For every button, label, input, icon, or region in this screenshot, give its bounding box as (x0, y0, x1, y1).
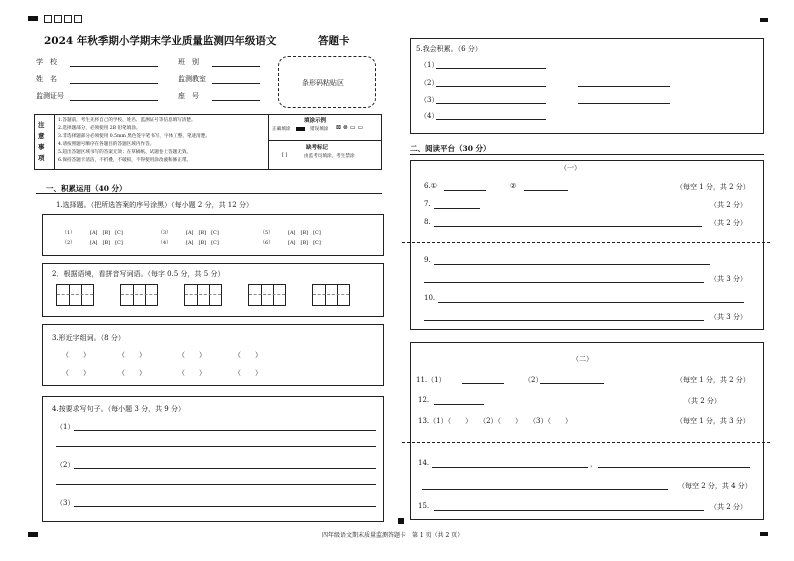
q6-score: （每空 1 分，共 2 分） (676, 183, 750, 191)
exam-no-label: 监测证号 (36, 92, 64, 100)
notes-list (58, 117, 210, 165)
wrong-marks-icon: ⊠ ⊗ ▭ ▭ (336, 124, 364, 131)
teacher-field[interactable] (212, 83, 260, 84)
choice-1-options[interactable]: [A] [B] [C] (90, 230, 123, 236)
fill-right-label: 正确填涂 (272, 127, 291, 132)
fold-line-2 (402, 442, 770, 443)
q8-label: 8. (424, 218, 431, 226)
q9-score: （共 3 分） (710, 275, 747, 283)
page-footer: 四年级语文期末质量监测答题卡 第 1 页（共 2 页） (322, 532, 464, 539)
notes-label-char: 意 (38, 132, 45, 140)
q4-line[interactable] (74, 506, 376, 507)
school-field[interactable] (70, 66, 158, 67)
choice-4-options[interactable]: [A] [B] [C] (186, 240, 219, 246)
q11-label-2: （2） (524, 376, 543, 384)
q12-label: 12. (418, 396, 430, 404)
q4-title: 4.按要求写句子。（每小题 3 分，共 9 分） (52, 405, 185, 413)
corner-mark-top-right (760, 18, 768, 22)
name-field[interactable] (70, 83, 158, 84)
name-label: 姓 名 (36, 75, 57, 83)
answer-card-label: 答题卡 (318, 35, 350, 47)
q5-item-4: （4） (420, 112, 439, 120)
q5-line[interactable] (578, 86, 670, 87)
q5-item-1: （1） (420, 61, 439, 69)
q6-label-2: ② (510, 182, 517, 190)
q14-label: 14. (418, 459, 430, 467)
choice-6-num: （6） (260, 240, 274, 246)
corner-mark-center (398, 518, 404, 524)
seat-label: 座 号 (178, 92, 199, 100)
notes-divider (54, 114, 55, 170)
absent-note: 由监考员填涂，考生禁涂 (304, 154, 355, 159)
q10-blank[interactable] (424, 320, 704, 321)
q5-line[interactable] (578, 103, 670, 104)
q6-blank-1[interactable] (444, 190, 486, 191)
note-item: 2.选择题部分，必须使用 2B 铅笔填涂。 (58, 126, 141, 131)
reading-2-title: （二） (572, 355, 593, 363)
exam-no-field[interactable] (70, 100, 158, 101)
barcode-label: 条形码粘贴区 (302, 79, 344, 87)
q4-item-1-label: （1） (56, 423, 75, 431)
q4-item-2-label: （2） (56, 461, 75, 469)
q14-comma: ， (590, 460, 597, 468)
choice-5-options[interactable]: [A] [B] [C] (288, 230, 321, 236)
q15-score: （共 2 分） (710, 503, 747, 511)
q7-label: 7. (424, 200, 431, 208)
q4-line[interactable] (74, 430, 376, 431)
q14-blank-2[interactable] (598, 467, 750, 468)
q12-score: （共 2 分） (684, 397, 721, 405)
choice-2-options[interactable]: [A] [B] [C] (90, 240, 123, 246)
q11-blank-2[interactable] (540, 383, 604, 384)
q5-line[interactable] (436, 103, 546, 104)
q2-title: 2．根据语境，看拼音写词语。（每字 0.5 分，共 5 分） (52, 270, 225, 278)
q3-paren-5[interactable]: （ ） (62, 369, 90, 377)
page-square-1 (44, 15, 52, 23)
q10-blank[interactable] (438, 302, 744, 303)
part1-underline (36, 193, 382, 194)
reading-1-title: （一） (560, 164, 581, 172)
q5-item-3: （3） (420, 96, 439, 104)
q14-blank-3[interactable] (422, 489, 668, 490)
q14-score: （每空 2 分，共 4 分） (678, 482, 752, 490)
q11-score: （每空 1 分，共 2 分） (676, 376, 750, 384)
q13-score: （每空 1 分，共 3 分） (676, 417, 750, 425)
q3-paren-3[interactable]: （ ） (178, 351, 206, 359)
word-grid-1[interactable] (56, 284, 94, 306)
q10-label: 10. (424, 294, 436, 302)
word-grid-5[interactable] (312, 284, 350, 306)
q3-paren-2[interactable]: （ ） (118, 351, 146, 359)
q7-score: （共 2 分） (710, 201, 747, 209)
q5-line[interactable] (436, 86, 546, 87)
note-item: 6.保持答题卡清洁，不折叠，不破损，不得使用涂改液和修正带。 (58, 158, 192, 163)
choice-1-num: （1） (62, 230, 76, 236)
seat-field[interactable] (212, 100, 260, 101)
corner-mark-bottom-right (760, 532, 768, 536)
word-grid-3[interactable] (184, 284, 222, 306)
q9-blank[interactable] (424, 282, 704, 283)
teacher-label: 监测教室 (178, 75, 206, 83)
reading-2-box (410, 342, 764, 520)
q4-box (42, 396, 384, 522)
q8-score: （共 2 分） (710, 219, 747, 227)
q6-blank-2[interactable] (524, 190, 568, 191)
page-square-2 (54, 15, 62, 23)
word-grid-2[interactable] (120, 284, 158, 306)
q10-score: （共 3 分） (710, 313, 747, 321)
q4-line[interactable] (74, 468, 376, 469)
fill-example-title: 填涂示例 (304, 118, 327, 124)
fill-hdivider (268, 140, 382, 141)
choice-2-num: （2） (62, 240, 76, 246)
q5-item-2: （2） (420, 79, 439, 87)
q11-label: 11.（1） (416, 376, 446, 384)
q12-blank[interactable] (434, 404, 484, 405)
choice-3-num: （3） (158, 230, 172, 236)
word-grid-4[interactable] (248, 284, 286, 306)
fill-divider (268, 114, 269, 170)
q5-line[interactable] (436, 68, 546, 69)
q3-paren-4[interactable]: （ ） (234, 351, 262, 359)
q5-line[interactable] (436, 119, 546, 120)
q3-paren-1[interactable]: （ ） (62, 351, 90, 359)
q14-blank-1[interactable] (432, 467, 588, 468)
q3-title: 3.形近字组词。（8 分） (52, 334, 125, 342)
class-field[interactable] (212, 66, 260, 67)
choice-4-num: （4） (158, 240, 172, 246)
choice-5-num: （5） (260, 230, 274, 236)
class-label: 班 别 (178, 58, 199, 66)
part2-underline (410, 154, 764, 155)
choice-3-options[interactable]: [A] [B] [C] (186, 230, 219, 236)
note-item: 5.超出答题区域书写的答案无效；在草稿纸、试题卷上答题无效。 (58, 150, 192, 155)
fill-wrong-label: 错误填涂 (310, 127, 329, 132)
q3-paren-6[interactable]: （ ） (118, 369, 146, 377)
notes-label-char: 注 (38, 121, 45, 129)
q9-label: 9. (424, 256, 431, 264)
q9-blank[interactable] (434, 264, 710, 265)
absent-title: 缺考标记 (306, 145, 329, 151)
q15-blank[interactable] (434, 510, 704, 511)
notes-label-char: 项 (38, 154, 45, 162)
q13-label[interactable]: 13.（1）（ ） （2）（ ） （3）（ ） (418, 417, 572, 425)
q7-blank[interactable] (434, 208, 480, 209)
q8-blank[interactable] (434, 226, 702, 227)
note-item: 1.答题前，考生先将自己的学校、姓名、监测证号等信息填写清楚。 (58, 118, 196, 123)
q1-title: 1.选择题。（把所选答案的序号涂黑）（每小题 2 分，共 12 分） (56, 201, 253, 209)
note-item: 4.请按照题号顺序在各题目的答题区域内作答。 (58, 142, 155, 147)
filled-mark-icon (296, 127, 305, 131)
fold-line-1 (402, 242, 770, 243)
corner-mark-top-left (28, 16, 38, 21)
exam-title: 2024 年秋季期小学期末学业质量监测四年级语文 (44, 35, 277, 47)
absent-checkbox[interactable]: [ ] (282, 152, 288, 158)
part2-title: 二、阅读平台（30 分） (410, 144, 491, 153)
notes-label (38, 120, 48, 164)
q4-item-3-label: （3） (56, 499, 75, 507)
notes-label-char: 事 (38, 143, 45, 151)
choice-6-options[interactable]: [A] [B] [C] (288, 240, 321, 246)
q3-paren-7[interactable]: （ ） (178, 369, 206, 377)
note-item: 3.非选择题部分必须使用 0.5mm 黑色签字笔书写，字体工整、笔迹清楚。 (58, 134, 210, 139)
q5-title: 5.我会积累。（6 分） (416, 45, 482, 53)
q3-paren-8[interactable]: （ ） (234, 369, 262, 377)
part1-title: 一、积累运用（40 分） (46, 184, 127, 193)
q15-label: 15. (418, 502, 430, 510)
school-label: 学 校 (36, 58, 57, 66)
q4-line[interactable] (56, 446, 376, 447)
q4-line[interactable] (56, 484, 376, 485)
page-square-3 (64, 15, 72, 23)
q11-blank-1[interactable] (462, 383, 504, 384)
q6-label: 6.① (424, 182, 437, 190)
corner-mark-bottom-left (28, 532, 38, 537)
page-square-4 (74, 15, 82, 23)
